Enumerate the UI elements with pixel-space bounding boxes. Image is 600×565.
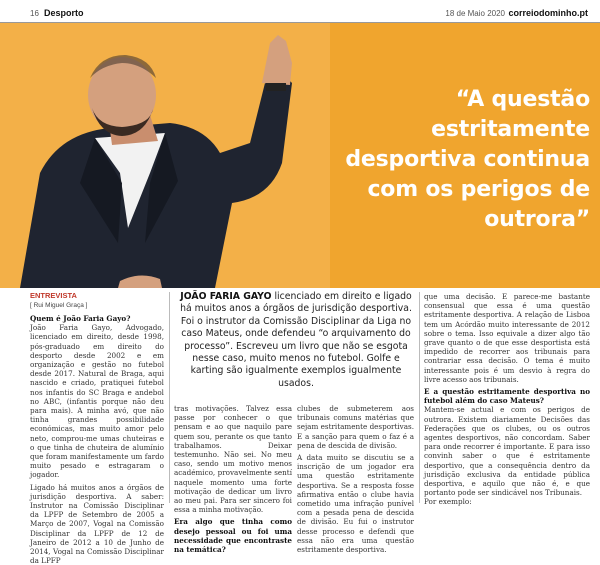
col3-body2: A data muito se discutiu se a inscrição de um jogador era uma questão estritamente desportiva. Se a resposta fosse afirmativa então o clube havia cometido uma infração punível com a pesada pena de descida de divisão. Eu fui o instrutor desse processo e defendi que essa não era uma questão estritamente desportiva. (297, 453, 414, 555)
col1-body: João Faria Gayo, Advogado, licenciado em direito, desde 1998, pós-graduado em direito do desporto desde 2002 e em organização e gestão no futebol desde 2017. Natural de Braga, aqui nascido e criado, pratiquei futebol nos infantis do SC Braga e andebol no ABC, (infantis porque não deu para mais). A minha avó, que não tinha grandes possibilidade económicas, mas muito amor pelo neto, comprou-me umas chuteiras e o que tinha de chuteira de alumínio que foram manifestamente um fardo muito pesado e estragaram o jogador. (30, 323, 164, 480)
lead-name: JOÃO FARIA GAYO (180, 291, 272, 302)
column-2 (174, 404, 292, 555)
interviewee-photo (0, 23, 330, 288)
article-byline: [ Rui Miguel Graça ] (30, 302, 88, 309)
column-4 (424, 292, 590, 507)
article-kicker: ENTREVISTA (30, 291, 77, 300)
col1-body2: Ligado há muitos anos a órgãos de jurisdição desportiva. A saber: Instrutor na Comissão Disciplinar da LPFP de Setembro de 2005 a Março de 2007, Vogal na Comissão Disciplinar da LPFP de 12 de Janeiro de 2012 a 10 de Junho de 2014, Vogal na Comissão Disciplinar da LPFP (30, 482, 164, 565)
col3-body: clubes de submeterem aos tribunais comuns matérias que sejam estritamente desportivas. E a sanção para quem o faz é a pena de descida de divisão. (297, 404, 414, 450)
article-lead (178, 291, 414, 390)
page-header (0, 0, 600, 23)
col4-body: que uma decisão. E parece-me bastante consensual que essa é uma questão estritamente desportiva. A relação de Lisboa tem um Acórdão muito interessante de 2012 sobre o tema. Isso equivale a dizer algo tão grave quanto o de que esse desportista está impedido de recorrer aos tribunais para contrariar essa decisão. O tema é muito interessante pois é um desvio à regra do livre acesso aos tribunais. (424, 292, 590, 384)
col2-body: tras motivações. Talvez essa passe por conhecer o que pensam e ao que naquilo pare quem sou, perante os que tanto trabalhamos. Deixar testemunho. Não sei. No meu caso, sendo um motivo menos académico, provavelmente sentí naquele momento uma forte motivação de dedicar um livro ao meu pai. Para ser sincero foi essa a minha motivação. (174, 404, 292, 515)
column-divider-right (419, 292, 420, 503)
lead-text: licenciado em direito e ligado há muitos anos a órgãos de jurisdição desportiva. Foi o instrutor da Comissão Disciplinar da Liga no caso Mateus, onde defendeu “o arquivamento do processo”. Escreveu um livro que não se esgota nesse caso, muito menos no futebol. Golfe e karting são igualmente exemplos igualmente usados. (180, 291, 412, 389)
col1-question: Quem é João Faria Gayo? (30, 314, 131, 323)
col4-question: E a questão estritamente desportiva no futebol além do caso Mateus? (424, 387, 590, 406)
column-divider (169, 292, 170, 503)
column-1 (30, 314, 164, 565)
pull-quote: “A questão estritamente desportiva continua com os perigos de outrora” (345, 87, 590, 232)
page-number: 16 (30, 9, 39, 18)
section-name: Desporto (44, 8, 84, 18)
site-name[interactable]: correiodominho.pt (508, 8, 588, 18)
col4-body2: Mantem-se actual e com os perigos de outrora. Existem diariamente Decisões das Federações que os clubes, ou os outros agentes desportivos, não concordam. Saber para onde recorrer é importante. E para isso convinh saber o que é estritamente desportivo, que a consequência dentro da jurisdição exclusiva da entidade pública desportiva, e aquilo que não é, e que portanto pode ser sindicável nos Tribunais. (424, 405, 590, 498)
hero-banner (0, 23, 600, 288)
issue-date: 18 de Maio 2020 (445, 9, 505, 18)
col2-question: Era algo que tinha como desejo pessoal ou foi uma necessidade que encontraste na temática? (174, 517, 292, 555)
column-3 (297, 404, 414, 555)
col4-body3: Por exemplo: (424, 497, 472, 507)
